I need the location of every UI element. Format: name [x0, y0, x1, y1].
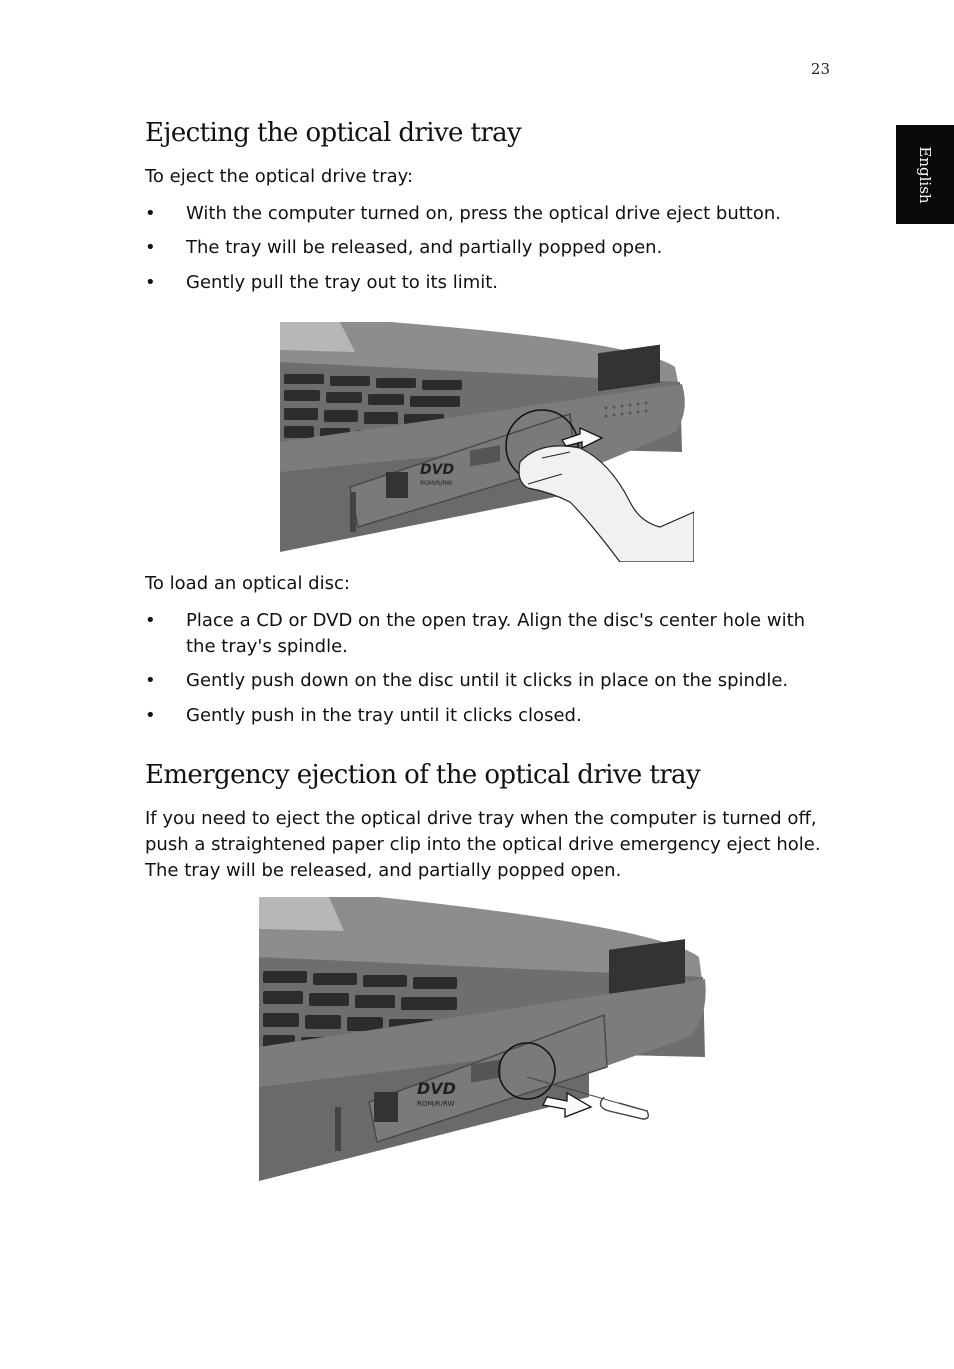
- list-item: • Gently push in the tray until it clicks closed.: [145, 703, 835, 729]
- language-tab-label: English: [916, 145, 934, 204]
- eject-intro: To eject the optical drive tray:: [145, 166, 414, 187]
- section-eject: [145, 118, 835, 148]
- figure-eject-button: [280, 322, 694, 562]
- list-item: • Place a CD or DVD on the open tray. Align the disc's center hole with the tray's spindle.: [145, 608, 835, 660]
- load-steps-list: [145, 608, 835, 729]
- load-intro-block: [145, 571, 835, 597]
- load-intro: To load an optical disc:: [145, 573, 350, 594]
- emergency-body: If you need to eject the optical drive tray when the computer is turned off, push a straightened paper clip into the optical drive emergency eject hole. The tray will be released, and partially popped open.: [145, 808, 821, 881]
- page-number: 23: [810, 60, 830, 78]
- laptop-eject-illustration: [280, 322, 694, 562]
- section-title-eject: Ejecting the optical drive tray: [145, 118, 522, 148]
- section-title-emergency: Emergency ejection of the optical drive tray: [145, 760, 701, 790]
- list-item: • Gently push down on the disc until it clicks in place on the spindle.: [145, 668, 835, 694]
- list-item: • With the computer turned on, press the optical drive eject button.: [145, 201, 835, 227]
- list-item: • The tray will be released, and partially popped open.: [145, 235, 835, 261]
- dvd-logo-text: DVD: [420, 462, 455, 478]
- eject-steps-list: [145, 201, 835, 296]
- laptop-paperclip-illustration: [259, 897, 707, 1181]
- load-steps: [145, 608, 835, 729]
- section-emergency: [145, 760, 835, 790]
- dvd-logo-text-2: DVD: [417, 1079, 456, 1098]
- eject-steps: [145, 201, 835, 296]
- list-item: • Gently pull the tray out to its limit.: [145, 270, 835, 296]
- emergency-body-block: [145, 806, 835, 884]
- language-side-tab: [896, 125, 954, 224]
- dvd-logo-subtext: ROM/R/RW: [420, 480, 453, 487]
- figure-emergency-eject: [259, 897, 707, 1181]
- eject-intro-block: [145, 164, 835, 190]
- dvd-logo-subtext-2: ROM/R/RW: [417, 1100, 455, 1108]
